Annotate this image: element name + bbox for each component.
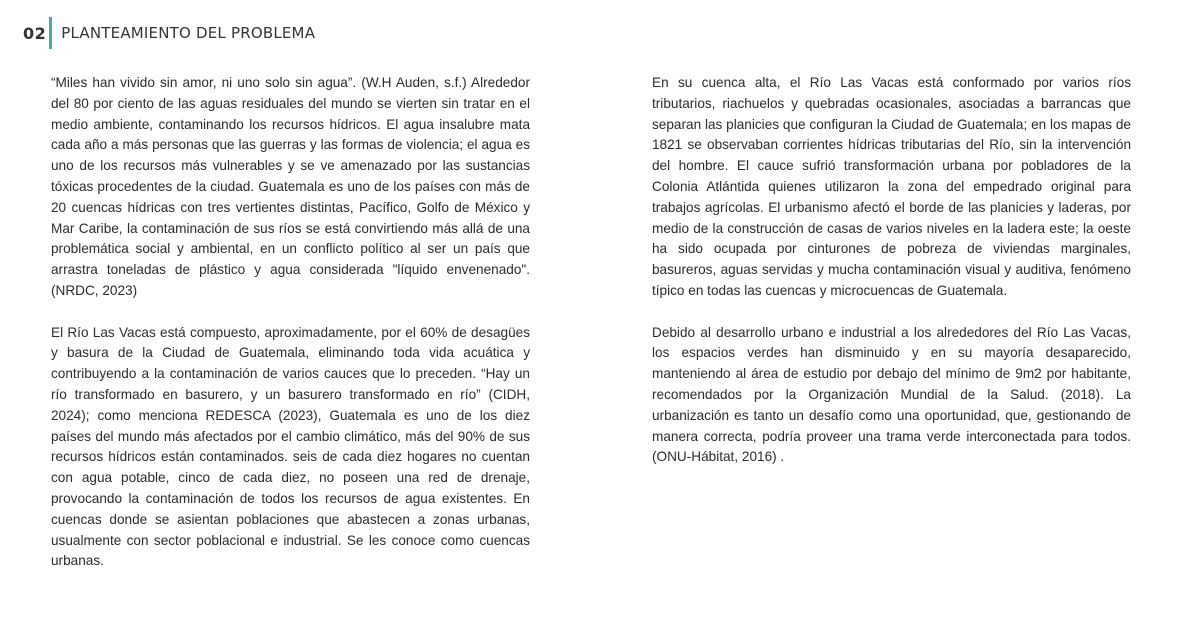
right-paragraph-1: En su cuenca alta, el Río Las Vacas está conformado por varios ríos tributarios, riachuelos y quebradas ocasionales, asociadas a barrancas que separan las planicies que configuran la Ciudad de Guatemala; en los mapas de 1821 se observaban corrientes hídricas tributarias del Río, sin la intervención del hombre. El cauce sufrió transformación urbana por pobladores de la Colonia Atlántida quienes utilizaron la zona del empedrado original para trabajos agrícolas. El urbanismo afectó el borde de las planicies y laderas, por medio de la construcción de casas de varios niveles en la ladera este; la oeste ha sido ocupada por cinturones de pobreza de viviendas marginales, basureros, aguas servidas y mucha contaminación visual y auditiva, fenómeno típico en todas las cuencas y microcuencas de Guatemala. bbox=[652, 75, 1131, 298]
section-header bbox=[23, 17, 315, 49]
right-paragraph-2: Debido al desarrollo urbano e industrial a los alrededores del Río Las Vacas, los espacios verdes han disminuido y en su mayoría desaparecido, manteniendo al área de estudio por debajo del mínimo de 9m2 por habitante, recomendados por la Organización Mundial de la Salud. (2018). La urbanización es tanto un desafío como una oportunidad, que, gestionando de manera correcta, podría proveer una trama verde interconectada para todos. (ONU-Hábitat, 2016) . bbox=[652, 324, 1131, 465]
left-column bbox=[51, 73, 530, 593]
left-paragraph-1: “Miles han vivido sin amor, ni uno solo sin agua”. (W.H Auden, s.f.) Alrededor del 80 por ciento de las aguas residuales del mundo se vierten sin tratar en el medio ambiente, contaminando los recursos hídricos. El agua insalubre mata cada año a más personas que las guerras y las formas de violencia; el agua es uno de los recursos más vulnerables y se ve amenazado por las sustancias tóxicas procedentes de la ciudad. Guatemala es uno de los países con más de 20 cuencas hídricas con tres vertientes distintas, Pacífico, Golfo de México y Mar Caribe, la contaminación de sus ríos se está convirtiendo más allá de una problemática social y ambiental, en un conflicto político al ser un país que arrastra toneladas de plástico y agua considerada "líquido envenenado". (NRDC, 2023) bbox=[51, 75, 530, 298]
accent-bar bbox=[49, 17, 52, 49]
section-number: 02 bbox=[23, 23, 47, 43]
section-title: PLANTEAMIENTO DEL PROBLEMA bbox=[61, 24, 316, 42]
left-paragraph-2: El Río Las Vacas está compuesto, aproximadamente, por el 60% de desagües y basura de la Ciudad de Guatemala, eliminando toda vida acuática y contribuyendo a la contaminación de varios cauces que lo preceden. “Hay un río transformado en basurero, y un basurero transformado en río” (CIDH, 2024); como menciona REDESCA (2023), Guatemala es uno de los diez países del mundo más afectados por el cambio climático, más del 90% de sus recursos hídricos están contaminados. seis de cada diez hogares no cuentan con agua potable, cinco de cada diez, no poseen una red de drenaje, provocando la contaminación de todos los recursos de agua existentes. En cuencas donde se asientan poblaciones que abastecen a zonas urbanas, usualmente con sector poblacional e industrial. Se les conoce como cuencas urbanas. bbox=[51, 324, 530, 569]
right-column bbox=[652, 73, 1131, 489]
